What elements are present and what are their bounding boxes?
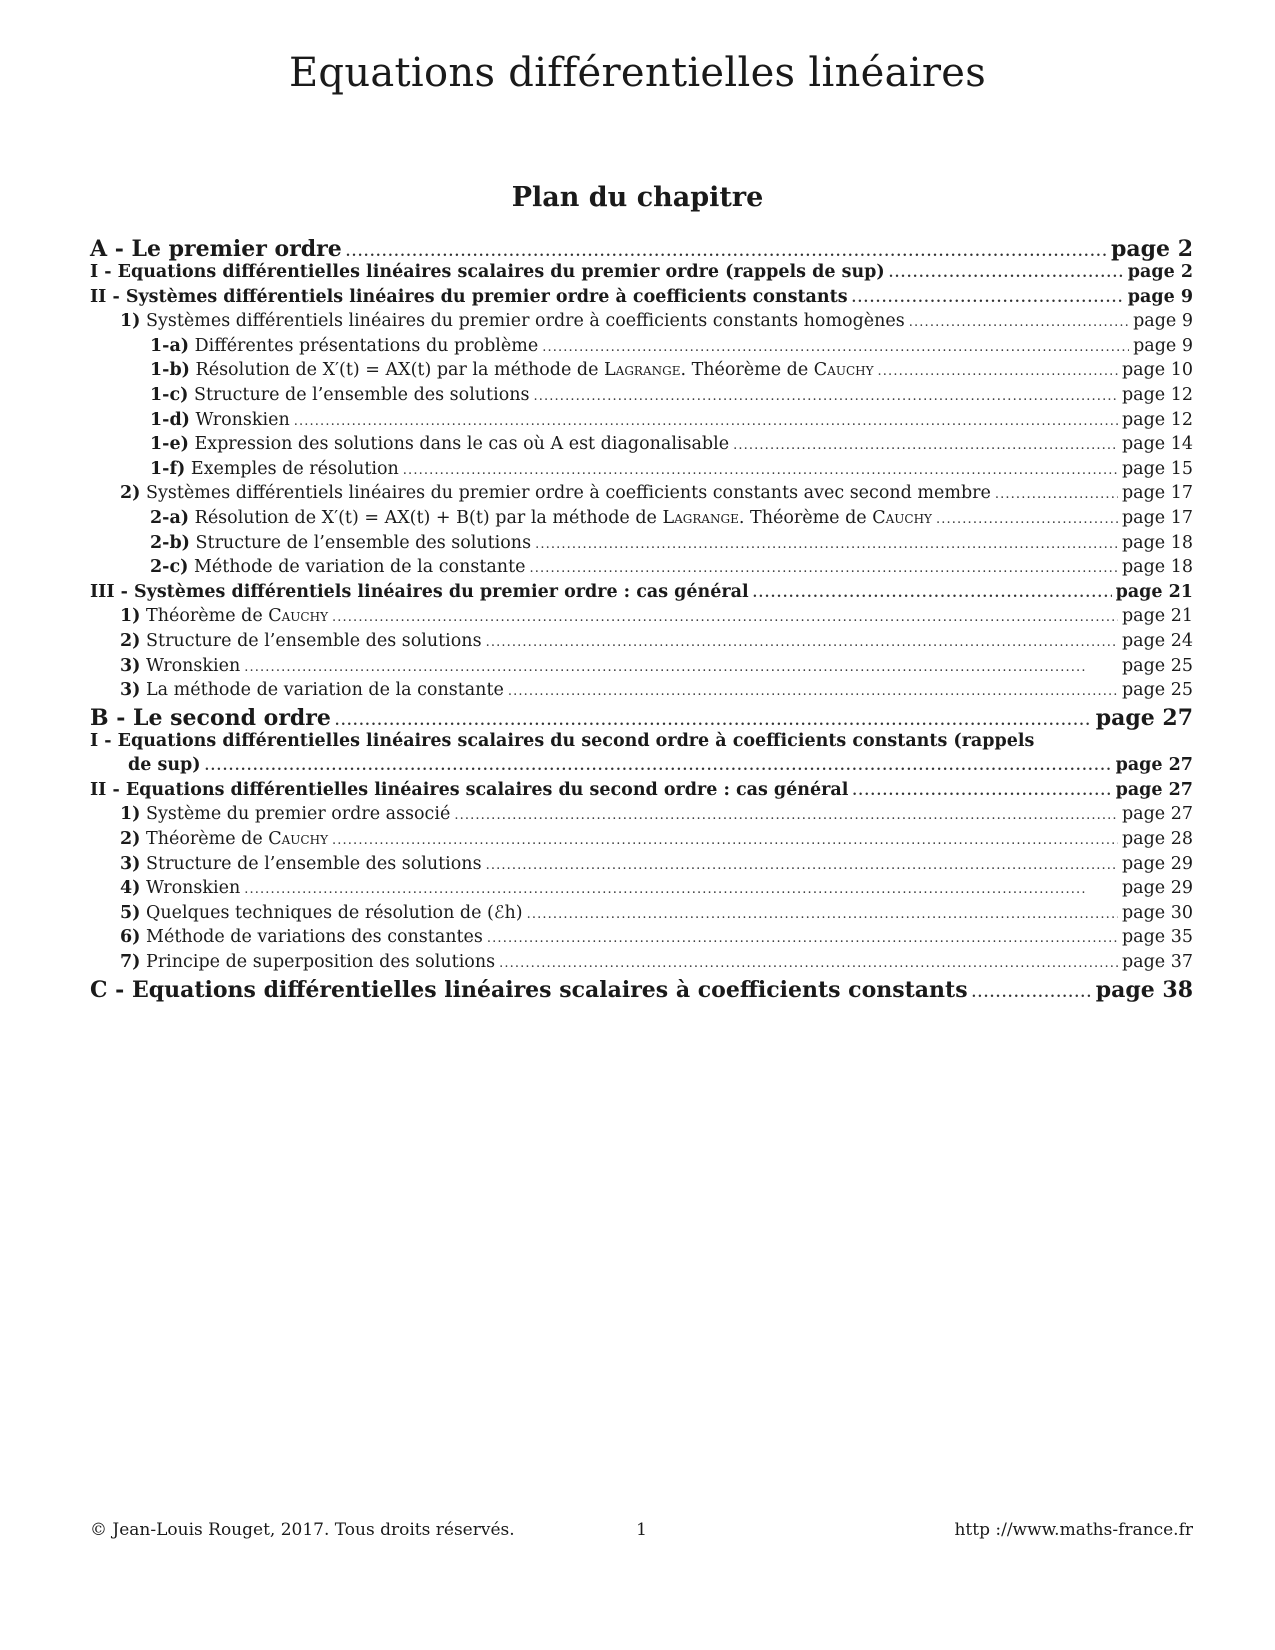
toc-page-ref: page 35 <box>1121 927 1193 948</box>
toc-subsection-a-iii-2[interactable] <box>90 631 1193 656</box>
toc-page-ref: page 2 <box>1111 236 1193 262</box>
toc-part-label: B - Le second ordre <box>90 704 331 731</box>
toc-subsubsection-2b[interactable] <box>90 533 1193 558</box>
toc-entry-text: Wronskien <box>146 655 241 676</box>
toc-entry-text: Wronskien <box>146 878 241 899</box>
toc-section-label: II - Systèmes différentiels linéaires du premier ordre à coefficients constants <box>90 286 848 307</box>
toc-entry-text: La méthode de variation de la constante <box>146 680 504 701</box>
toc-entry-number: 1-a) <box>150 335 190 356</box>
toc-page-ref: page 29 <box>1121 853 1193 874</box>
toc-entry-text: Expression des solutions dans le cas où A est diagonalisable <box>194 434 730 455</box>
toc-entry-label <box>150 360 874 380</box>
table-of-contents <box>90 236 1193 1003</box>
toc-section-label: III - Systèmes différentiels linéaires du premier ordre : cas général <box>90 581 749 602</box>
toc-page-ref: page 17 <box>1121 507 1193 528</box>
toc-page-ref: page 21 <box>1115 581 1193 602</box>
toc-entry-name: Cauchy <box>872 507 932 528</box>
toc-entry-text: Différentes présentations du problème <box>194 335 539 356</box>
toc-entry-label <box>120 804 450 824</box>
toc-leader-dots <box>487 927 1118 947</box>
toc-page-ref: page 17 <box>1121 483 1193 504</box>
toc-leader-dots <box>889 262 1124 282</box>
toc-entry-text: Structure de l’ensemble des solutions <box>193 384 530 405</box>
toc-entry-text: Méthode de variation de la constante <box>193 557 526 578</box>
toc-entry-text: Principe de superposition des solutions <box>146 952 496 973</box>
toc-entry-text: Systèmes différentiels linéaires du premier ordre à coefficients constants homogènes <box>146 311 905 332</box>
toc-subsection-a-iii-3b[interactable] <box>90 680 1193 705</box>
toc-leader-dots <box>335 705 1092 731</box>
toc-leader-dots <box>936 508 1118 528</box>
toc-entry-number: 4) <box>120 878 141 899</box>
toc-entry-text: Structure de l’ensemble des solutions <box>146 630 482 651</box>
toc-entry-text: Exemples de résolution <box>190 458 399 479</box>
toc-heading: Plan du chapitre <box>511 182 764 213</box>
toc-page-ref: page 25 <box>1121 655 1193 676</box>
toc-entry-label <box>120 311 905 331</box>
toc-entry-label <box>150 557 525 577</box>
toc-page-ref: page 9 <box>1127 286 1193 307</box>
document-title: Equations différentielles linéaires <box>288 50 987 96</box>
toc-page-ref: page 28 <box>1121 829 1193 850</box>
toc-leader-dots <box>346 236 1107 262</box>
toc-leader-dots <box>486 854 1118 874</box>
toc-part-b[interactable] <box>90 705 1193 731</box>
toc-section-b-ii[interactable] <box>90 780 1193 805</box>
toc-page-ref: page 27 <box>1115 779 1193 800</box>
toc-entry-number: 1-e) <box>150 434 189 455</box>
toc-entry-number: 2) <box>120 483 141 504</box>
toc-entry-label <box>150 385 529 405</box>
toc-entry-text: Théorème de <box>146 829 269 850</box>
toc-entry-label <box>120 878 240 898</box>
toc-leader-dots <box>733 434 1118 454</box>
toc-subsubsection-1a[interactable] <box>90 336 1193 361</box>
toc-subsection-a-iii-1[interactable] <box>90 606 1193 631</box>
toc-entry-name: Cauchy <box>268 606 328 627</box>
toc-section-a-i[interactable] <box>90 262 1193 287</box>
toc-leader-dots <box>529 557 1117 577</box>
toc-page-ref: page 27 <box>1095 704 1193 731</box>
toc-entry-number: 1) <box>120 606 141 627</box>
toc-entry-label <box>120 483 991 503</box>
toc-section-label: I - Equations différentielles linéaires scalaires du premier ordre (rappels de sup) <box>90 262 885 282</box>
toc-leader-dots <box>852 287 1124 307</box>
toc-page-ref: page 18 <box>1121 532 1193 553</box>
toc-entry-number: 2) <box>120 829 141 850</box>
toc-part-c[interactable] <box>90 977 1193 1003</box>
toc-subsubsection-1c[interactable] <box>90 385 1193 410</box>
toc-page-ref: page 2 <box>1127 262 1193 282</box>
toc-entry-number: 2) <box>120 630 141 651</box>
toc-page-ref: page 18 <box>1121 557 1193 578</box>
toc-entry-name: Lagrange <box>604 360 681 381</box>
toc-section-label: I - Equations différentielles linéaires scalaires du second ordre à coefficients constants (rappels <box>90 730 1035 751</box>
toc-page-ref: page 30 <box>1121 902 1193 923</box>
toc-page-ref: page 12 <box>1121 384 1193 405</box>
toc-leader-dots <box>205 755 1112 775</box>
page-number: 1 <box>636 1520 647 1540</box>
toc-subsubsection-1b[interactable] <box>90 360 1193 385</box>
toc-entry-name: Cauchy <box>813 360 874 381</box>
toc-page-ref: page 24 <box>1121 630 1193 651</box>
toc-entry-number: 2-a) <box>150 507 190 528</box>
toc-leader-dots <box>909 311 1129 331</box>
toc-leader-dots <box>535 533 1118 553</box>
toc-leader-dots <box>403 459 1118 479</box>
toc-entry-number: 1-b) <box>150 360 190 381</box>
toc-entry-label <box>120 927 483 947</box>
toc-leader-dots <box>972 977 1092 1003</box>
copyright-notice: © Jean-Louis Rouget, 2017. Tous droits réservés. <box>90 1520 515 1540</box>
toc-page-ref: page 9 <box>1133 311 1193 332</box>
toc-section-a-ii[interactable] <box>90 287 1193 312</box>
toc-entry-name: Cauchy <box>268 829 328 850</box>
toc-entry-text: Structure de l’ensemble des solutions <box>146 853 482 874</box>
toc-entry-label <box>150 336 538 356</box>
toc-page-ref: page 29 <box>1121 878 1193 899</box>
toc-entry-number: 1-c) <box>150 384 189 405</box>
toc-page-ref: page 25 <box>1121 680 1193 701</box>
toc-page-ref: page 14 <box>1121 434 1193 455</box>
toc-subsubsection-1d[interactable] <box>90 410 1193 435</box>
toc-leader-dots <box>852 780 1111 800</box>
toc-subsubsection-1e[interactable] <box>90 434 1193 459</box>
toc-subsection-b-ii-1[interactable] <box>90 804 1193 829</box>
toc-entry-text: Structure de l’ensemble des solutions <box>195 532 532 553</box>
toc-leader-dots <box>486 631 1118 651</box>
toc-leader-dots <box>878 360 1118 380</box>
toc-subsection-a-ii-2[interactable] <box>90 483 1193 508</box>
toc-entry-text: Système du premier ordre associé <box>146 804 451 825</box>
toc-entry-label <box>120 631 482 651</box>
toc-subsection-a-iii-3[interactable] <box>90 656 1193 681</box>
website-link[interactable]: http ://www.maths-france.fr <box>954 1520 1193 1540</box>
toc-entry-label <box>120 952 495 972</box>
toc-leader-dots <box>454 804 1118 824</box>
toc-entry-number: 3) <box>120 655 141 676</box>
toc-part-a[interactable] <box>90 236 1193 262</box>
toc-entry-number: 3) <box>120 680 141 701</box>
toc-entry-number: 2-b) <box>150 532 190 553</box>
toc-subsection-b-ii-3[interactable] <box>90 854 1193 879</box>
toc-entry-label <box>150 459 399 479</box>
toc-entry-text: Résolution de X′(t) = AX(t) par la méthode de <box>195 360 605 381</box>
toc-leader-dots <box>527 903 1118 923</box>
toc-leader-dots <box>294 410 1118 430</box>
toc-entry-label <box>150 508 932 528</box>
page-footer <box>90 1520 1193 1544</box>
toc-entry-text: Résolution de X′(t) = AX(t) + B(t) par la méthode de <box>194 507 663 528</box>
toc-section-a-iii[interactable] <box>90 582 1193 607</box>
toc-entry-number: 3) <box>120 853 141 874</box>
toc-section-label: II - Equations différentielles linéaires scalaires du second ordre : cas général <box>90 779 849 800</box>
toc-page-ref: page 38 <box>1095 976 1193 1003</box>
toc-section-b-i-continued[interactable] <box>90 755 1193 780</box>
toc-leader-dots <box>499 952 1118 972</box>
toc-leader-dots <box>753 582 1112 602</box>
toc-page-ref: page 12 <box>1121 409 1193 430</box>
toc-section-b-i[interactable] <box>90 731 1193 756</box>
toc-leader-dots <box>508 680 1118 700</box>
toc-entry-number: 6) <box>120 927 141 948</box>
toc-page-ref: page 15 <box>1121 458 1193 479</box>
toc-entry-number: 1) <box>120 804 141 825</box>
toc-part-label: C - Equations différentielles linéaires scalaires à coefficients constants <box>90 976 968 1003</box>
toc-entry-text: Quelques techniques de résolution de (ℰh) <box>146 902 523 923</box>
toc-leader-dots <box>332 606 1118 626</box>
toc-entry-number: 7) <box>120 952 141 973</box>
toc-page-ref: page 21 <box>1121 606 1193 627</box>
toc-subsubsection-2a[interactable] <box>90 508 1193 533</box>
toc-part-label: A - Le premier ordre <box>90 236 342 262</box>
toc-subsubsection-1f[interactable] <box>90 459 1193 484</box>
toc-entry-number: 1) <box>120 311 141 332</box>
toc-leader-dots <box>542 336 1129 356</box>
toc-entry-label <box>120 656 240 676</box>
toc-subsection-b-ii-4[interactable] <box>90 878 1193 903</box>
toc-page-ref: page 10 <box>1121 360 1193 381</box>
toc-entry-name: Lagrange <box>662 507 739 528</box>
toc-subsection-a-ii-1[interactable] <box>90 311 1193 336</box>
toc-entry-text: . Théorème de <box>680 360 814 381</box>
toc-subsection-b-ii-2[interactable] <box>90 829 1193 854</box>
toc-entry-text: Systèmes différentiels linéaires du premier ordre à coefficients constants avec second membre <box>146 483 991 504</box>
toc-entry-label <box>120 903 523 923</box>
toc-leader-dots <box>244 878 1118 898</box>
toc-entry-label <box>150 434 729 454</box>
toc-entry-text: Wronskien <box>195 409 290 430</box>
toc-entry-number: 1-f) <box>150 458 186 479</box>
toc-page-ref: page 27 <box>1121 804 1193 825</box>
toc-page-ref: page 27 <box>1115 755 1193 776</box>
toc-entry-label <box>150 410 290 430</box>
toc-entry-text: Théorème de <box>146 606 269 627</box>
toc-entry-text: . Théorème de <box>738 507 873 528</box>
toc-leader-dots <box>533 385 1117 405</box>
toc-page-ref: page 9 <box>1133 335 1193 356</box>
toc-entry-label <box>120 606 328 626</box>
toc-entry-label <box>150 533 531 553</box>
toc-leader-dots <box>332 829 1118 849</box>
toc-subsection-b-ii-6[interactable] <box>90 927 1193 952</box>
toc-entry-number: 2-c) <box>150 557 189 578</box>
toc-entry-label <box>120 680 504 700</box>
toc-subsection-b-ii-7[interactable] <box>90 952 1193 977</box>
toc-entry-number: 5) <box>120 902 141 923</box>
toc-page-ref: page 37 <box>1121 952 1193 973</box>
toc-entry-number: 1-d) <box>150 409 190 430</box>
toc-entry-text: Méthode de variations des constantes <box>146 927 483 948</box>
toc-entry-label <box>120 854 482 874</box>
toc-leader-dots <box>995 483 1118 503</box>
toc-section-label: de sup) <box>128 755 201 776</box>
toc-subsubsection-2c[interactable] <box>90 557 1193 582</box>
toc-leader-dots <box>244 656 1118 676</box>
toc-entry-label <box>120 829 328 849</box>
toc-subsection-b-ii-5[interactable] <box>90 903 1193 928</box>
